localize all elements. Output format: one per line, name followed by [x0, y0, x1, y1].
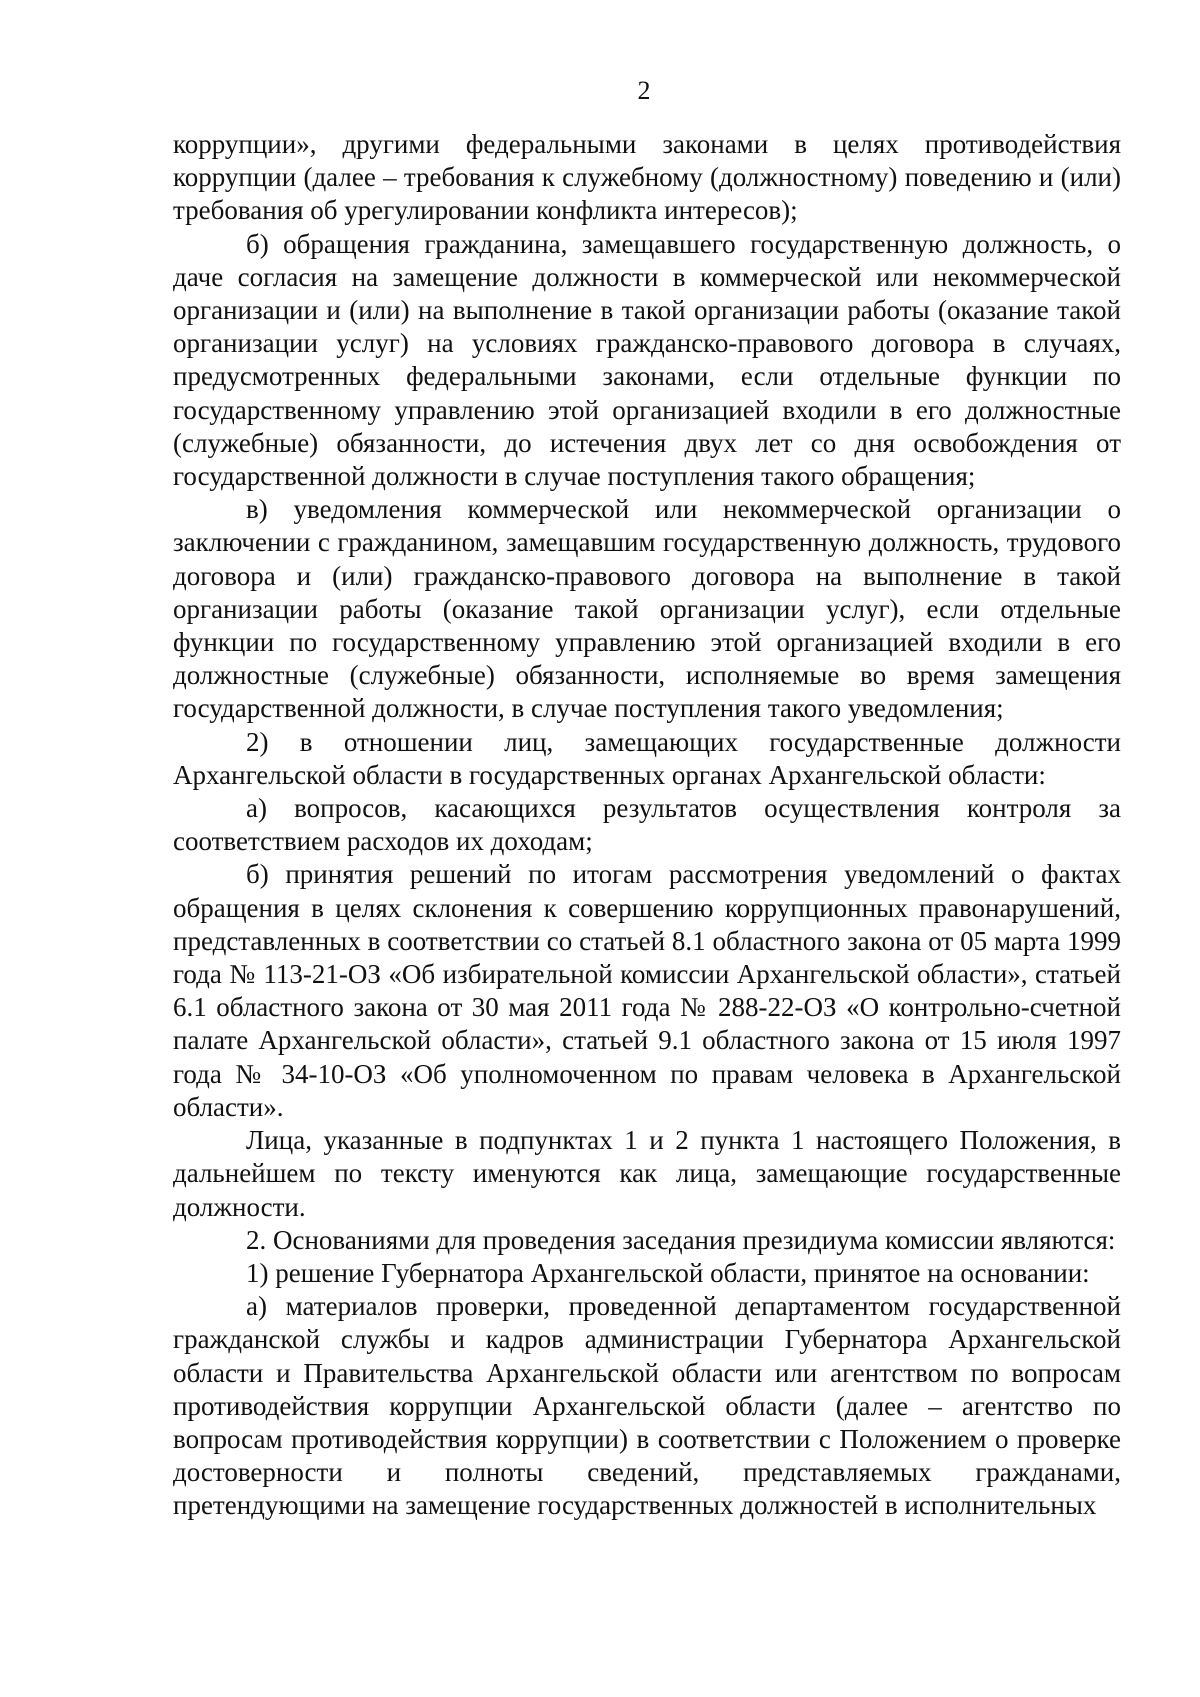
- paragraph-5: а) вопросов, касающихся результатов осуществления контроля за соответствием расходов их доходам;: [173, 793, 1121, 857]
- paragraph-4: 2) в отношении лиц, замещающих государственные должности Архангельской области в государственных органах Архангельской области:: [173, 726, 1121, 790]
- paragraph-9: 1) решение Губернатора Архангельской области, принятое на основании:: [246, 1257, 1090, 1288]
- paragraph-3: в) уведомления коммерческой или некоммерческой организации о заключении с гражданином, замещавшим государственную должность, трудового договора и (или) гражданско-правового договора на выполнение в такой организации работы (оказание такой организации услуг), если отдельные функции по государственному управлению этой организацией входили в его должностные (служебные) обязанности, исполняемые во время замещения государственной должности, в случае поступления такого уведомления;: [173, 494, 1121, 724]
- paragraph-1: коррупции», другими федеральными законами в целях противодействия коррупции (далее – требования к служебному (должностному) поведению и (или) требования об урегулировании конфликта интересов);: [173, 129, 1121, 226]
- page-number: 2: [637, 76, 651, 105]
- paragraph-6: б) принятия решений по итогам рассмотрения уведомлений о фактах обращения в целях склонения к совершению коррупционных правонарушений, представленных в соответствии со статьей 8.1 областного закона от 05 марта 1999 года № 113-21-ОЗ «Об избирательной комиссии Архангельской области», статьей 6.1 областного закона от 30 мая 2011 года № 288-22-ОЗ «О контрольно-счетной палате Архангельской области», статьей 9.1 областного закона от 15 июля 1997 года № 34-10-ОЗ «Об уполномоченном по правам человека в Архангельской области».: [173, 859, 1121, 1122]
- paragraph-10: а) материалов проверки, проведенной департаментом государственной гражданской службы и кадров администрации Губернатора Архангельской области и Правительства Архангельской области или агентством по вопросам противодействия коррупции Архангельской области (далее – агентство по вопросам противодействия коррупции) в соответствии с Положением о проверке достоверности и полноты сведений, представляемых гражданами, претендующими на замещение государственных должностей в исполнительных: [173, 1291, 1121, 1521]
- paragraph-2: б) обращения гражданина, замещавшего государственную должность, о даче согласия на замещение должности в коммерческой или некоммерческой организации и (или) на выполнение в такой организации работы (оказание такой организации услуг) на условиях гражданско-правового договора в случаях, предусмотренных федеральными законами, если отдельные функции по государственному управлению этой организацией входили в его должностные (служебные) обязанности, до истечения двух лет со дня освобождения от государственной должности в случае поступления такого обращения;: [173, 228, 1121, 492]
- document-body: [173, 128, 1121, 1523]
- paragraph-8: 2. Основаниями для проведения заседания президиума комиссии являются:: [246, 1224, 1116, 1255]
- paragraph-7: Лица, указанные в подпунктах 1 и 2 пункта 1 настоящего Положения, в дальнейшем по тексту именуются как лица, замещающие государственные должности.: [173, 1125, 1121, 1222]
